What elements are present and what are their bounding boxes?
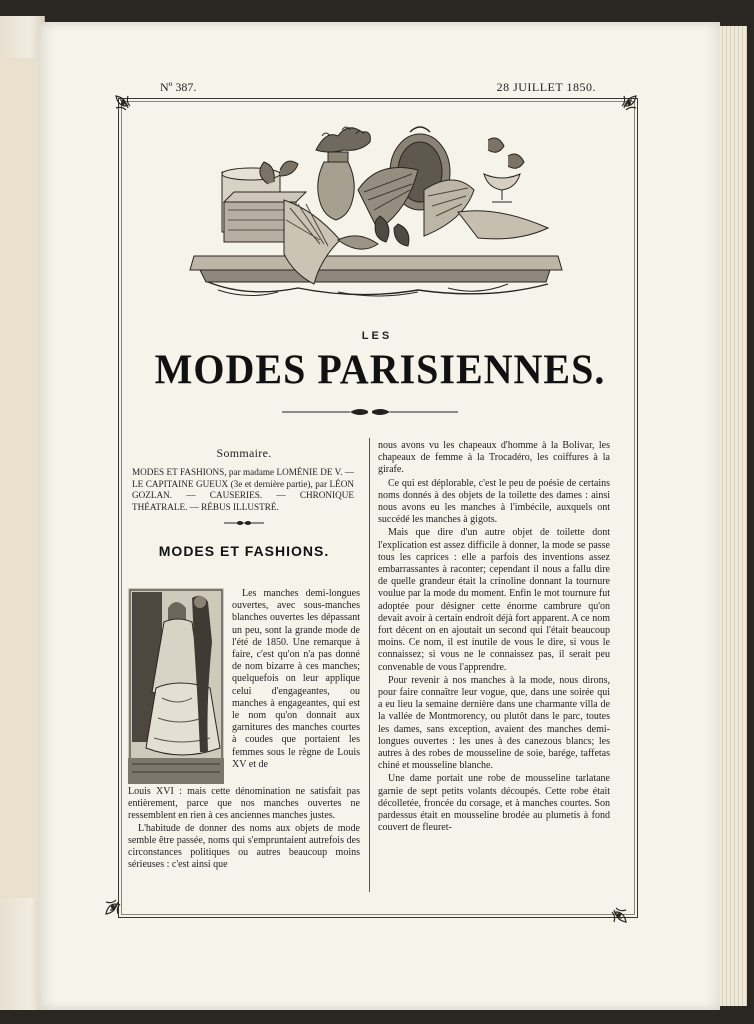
corner-ornament-bottom-left [104, 892, 128, 916]
issue-number: Nº 387. [160, 80, 197, 94]
fleuron-divider [222, 519, 266, 527]
corner-ornament-top-right [614, 94, 638, 118]
article-paragraph-1: Les manches demi-longues ouvertes, avec sous-manches blanches ouvertes les dépassant un peu, sont la grande mode de l'été de 1850. Une remarque à faire, c'est qu'on n'a pas donné de nom bizarre à ces manches; quelquefois on leur applique celui d'engageantes, ou manches à engageantes, qui est le nom qu'on donnait aux garnitures des manches courtes à coudes que portaient les femmes sous le règne de Louis XV et de [232, 588, 360, 770]
title-ornament-rule [280, 406, 460, 418]
article-paragraph-1-end: Louis XVI : mais cette dénomination ne satisfait pas entièrement, parce que nos manches ouvertes ne ressemblent en rien à ces anciennes manches justes. [128, 786, 360, 822]
right-paragraph-4: Pour revenir à nos manches à la mode, nous dirons, pour faire connaître leur vogue, que, dans une soirée qui a eu lieu la semaine dernière dans une charmante villa de la vallée de Montmorency, ou plutôt dans le parc, toutes les dames, sans exception, avaient des manches demi-longues ouvertes : les unes à des canezous blancs; les autres à des robes de mousseline de soie, barége, taffetas chiné et mousseline blanche. [378, 674, 610, 772]
right-paragraph-1: nous avons vu les chapeaux d'homme à la Bolivar, les chapeaux de femme à la Trocadéro, les coiffures à la girafe. [378, 440, 610, 476]
corner-ornament-bottom-right [604, 900, 628, 924]
masthead-les: LES [361, 330, 393, 342]
article-paragraph-2: L'habitude de donner des noms aux objets de mode semble être passée, noms qui s'empruntaient autrefois des circonstances politiques ou autres beaucoup moins sérieuses : c'est ainsi que [128, 822, 360, 871]
article-left-continuation [128, 786, 360, 871]
sommaire-body: MODES ET FASHIONS, par madame LOMÉNIE DE V. — LE CAPITAINE GUEUX (3e et dernière partie), par LÉON GOZLAN. — CAUSERIES. — CHRONIQUE THÉATRALE. — RÉBUS ILLUSTRÉ. [132, 467, 354, 512]
still-life-engraving [188, 120, 568, 306]
right-paragraph-3: Mais que dire d'un autre objet de toilette dont l'explication est assez difficile à donner, la mode se passe tous les caprices : elle a parfois des inventions assez embarrassantes à raconter; cependant il nous a fallu dire de quelle grandeur était la crinoline donnant la tournure voulue par la mode du moment. Enfin le mot tournure fut adoptée pour désigner cette énorme cambrure qu'on devait avoir à certain endroit déjà fort apparent. A ce nom fort décent on en ajoutait un second qui l'était beaucoup moins. Ce nom, il est inutile de vous le dire, si vous le connaissez; si vous ne le connaissez pas, il serait peu convenable de vous l'apprendre. [378, 527, 610, 673]
sommaire-heading: Sommaire. [216, 446, 272, 460]
right-paragraph-2: Ce qui est déplorable, c'est le peu de poésie de certains noms donnés à des objets de la toilette des dames : ainsi nous avons eu les manches à l'imbécile, auxquels ont succédé les manches à gigots. [378, 477, 610, 526]
column-divider [369, 438, 370, 892]
page-header [122, 80, 596, 96]
article-heading: MODES ET FASHIONS. [158, 543, 330, 559]
issue-date: 28 JUILLET 1850. [496, 80, 596, 94]
right-column [378, 440, 610, 836]
right-paragraph-5: Une dame portait une robe de mousseline tarlatane garnie de sept petits volants découpés. Cette robe était décolletée, froncée du corsage, et à manches courtes. Son pardessus était en mousseline brodée au plumetis à fond couvert de fleuret- [378, 773, 610, 834]
masthead-title: MODES PARISIENNES. [154, 345, 606, 394]
left-column [128, 440, 360, 871]
fashion-illustration [128, 588, 224, 784]
corner-ornament-top-left [114, 94, 138, 118]
